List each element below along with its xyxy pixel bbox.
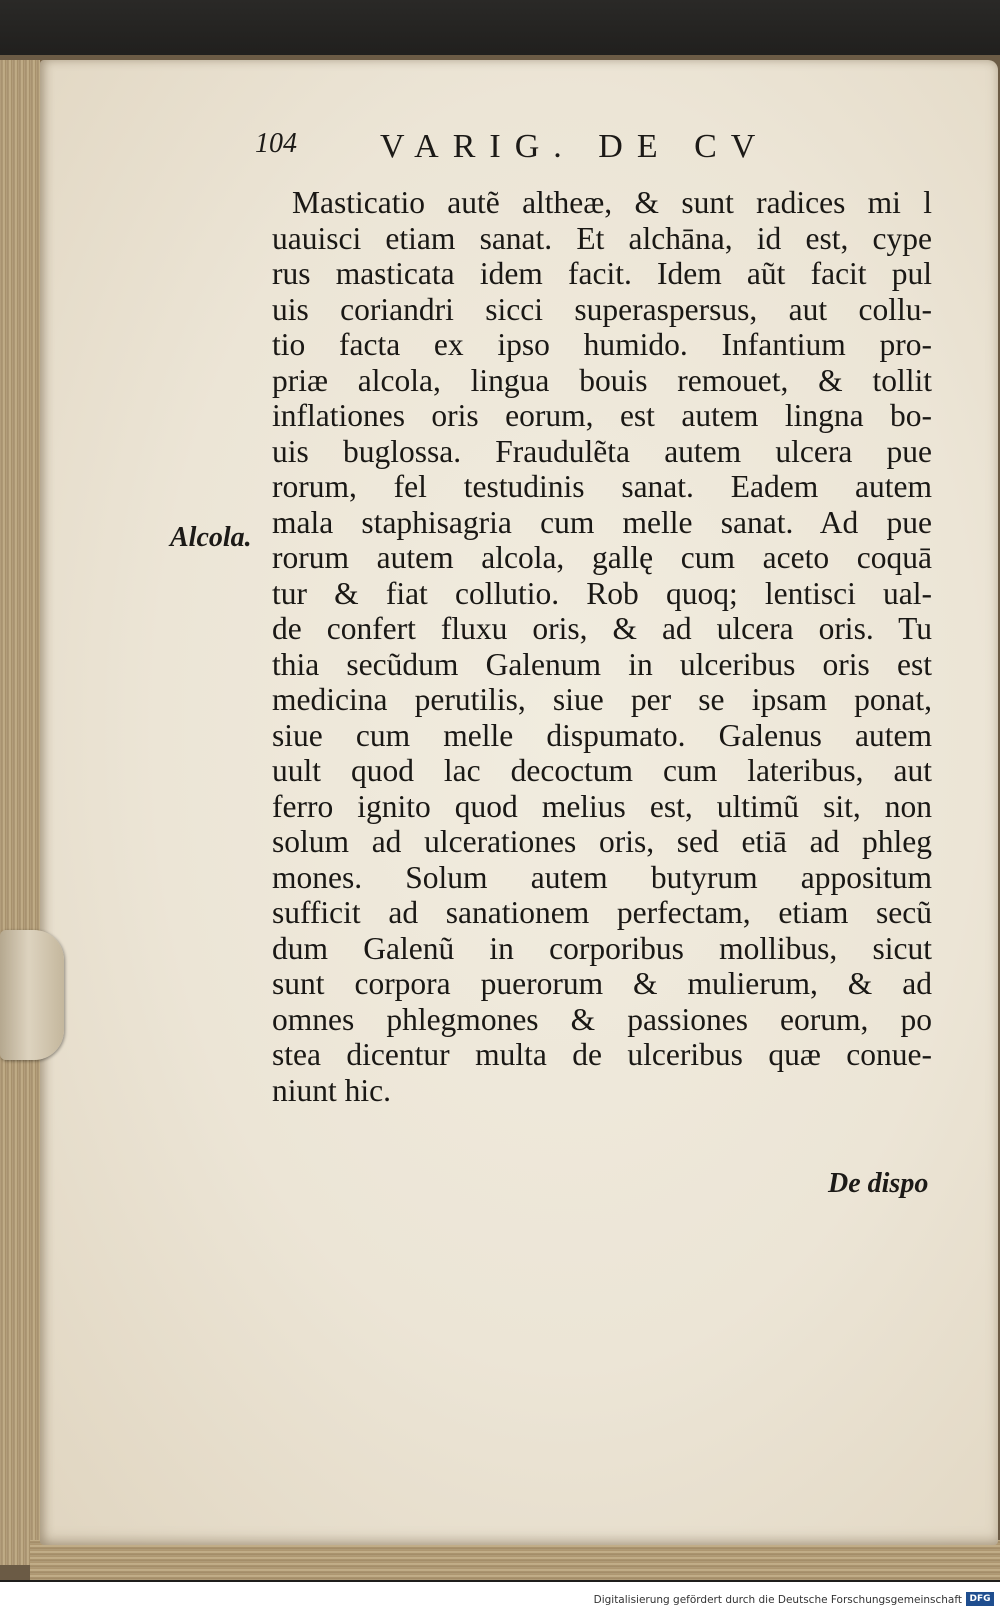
text-line: medicina perutilis, siue per se ipsam ponat, (272, 682, 932, 717)
text-line: rorum, fel testudinis sanat. Eadem autem (272, 469, 932, 504)
text-line: de confert fluxu oris, & ad ulcera oris. Tu (272, 611, 932, 646)
running-title: VARIG. DE CV (380, 128, 770, 165)
text-line: Masticatio autẽ altheæ, & sunt radices mi l (292, 185, 932, 220)
dfg-logo: DFG (966, 1592, 994, 1606)
page-bottom-edge (30, 1540, 1000, 1580)
text-line: solum ad ulcerationes oris, sed etiā ad phleg (272, 824, 932, 859)
text-line: rus masticata idem facit. Idem aũt facit pul (272, 256, 932, 291)
text-line: stea dicentur multa de ulceribus quæ conue- (272, 1037, 932, 1072)
text-line: ferro ignito quod melius est, ultimũ sit, non (272, 788, 932, 824)
text-line: thia secũdum Galenum in ulceribus oris est (272, 646, 932, 682)
text-line: uis buglossa. Fraudulẽta autem ulcera pue (272, 433, 932, 469)
page-fore-edge (0, 60, 42, 1565)
text-line: uult quod lac decoctum cum lateribus, aut (272, 753, 932, 788)
text-line: uauisci etiam sanat. Et alchāna, id est, cype (272, 220, 932, 256)
text-line: rorum autem alcola, gallę cum aceto coquā (272, 540, 932, 575)
text-line: inflationes oris eorum, est autem lingna bo- (272, 398, 932, 433)
page-header (255, 128, 855, 172)
text-line: sufficit ad sanationem perfectam, etiam secũ (272, 895, 932, 930)
catchword: De dispo (828, 1168, 929, 1199)
text-line: dum Galenũ in corporibus mollibus, sicut (272, 930, 932, 966)
footer-credit: Digitalisierung gefördert durch die Deutsche Forschungsgemeinschaft (593, 1594, 962, 1606)
text-line: tur & fiat collutio. Rob quoq; lentisci ual- (272, 575, 932, 611)
page-clip (0, 930, 64, 1060)
body-text (272, 185, 932, 1108)
text-line: siue cum melle dispumato. Galenus autem (272, 717, 932, 753)
text-line: omnes phlegmones & passiones eorum, po (272, 1001, 932, 1037)
folio-number: 104 (255, 128, 297, 159)
text-line: mones. Solum autem butyrum appositum (272, 859, 932, 895)
text-line: mala staphisagria cum melle sanat. Ad pue (272, 504, 932, 540)
marginal-note: Alcola. (170, 522, 252, 553)
text-line: uis coriandri sicci superaspersus, aut collu- (272, 291, 932, 327)
text-line: priæ alcola, lingua bouis remouet, & tollit (272, 362, 932, 398)
text-line: sunt corpora puerorum & mulierum, & ad (272, 966, 932, 1001)
text-line: niunt hic. (272, 1072, 391, 1108)
text-line: tio facta ex ipso humido. Infantium pro- (272, 327, 932, 362)
